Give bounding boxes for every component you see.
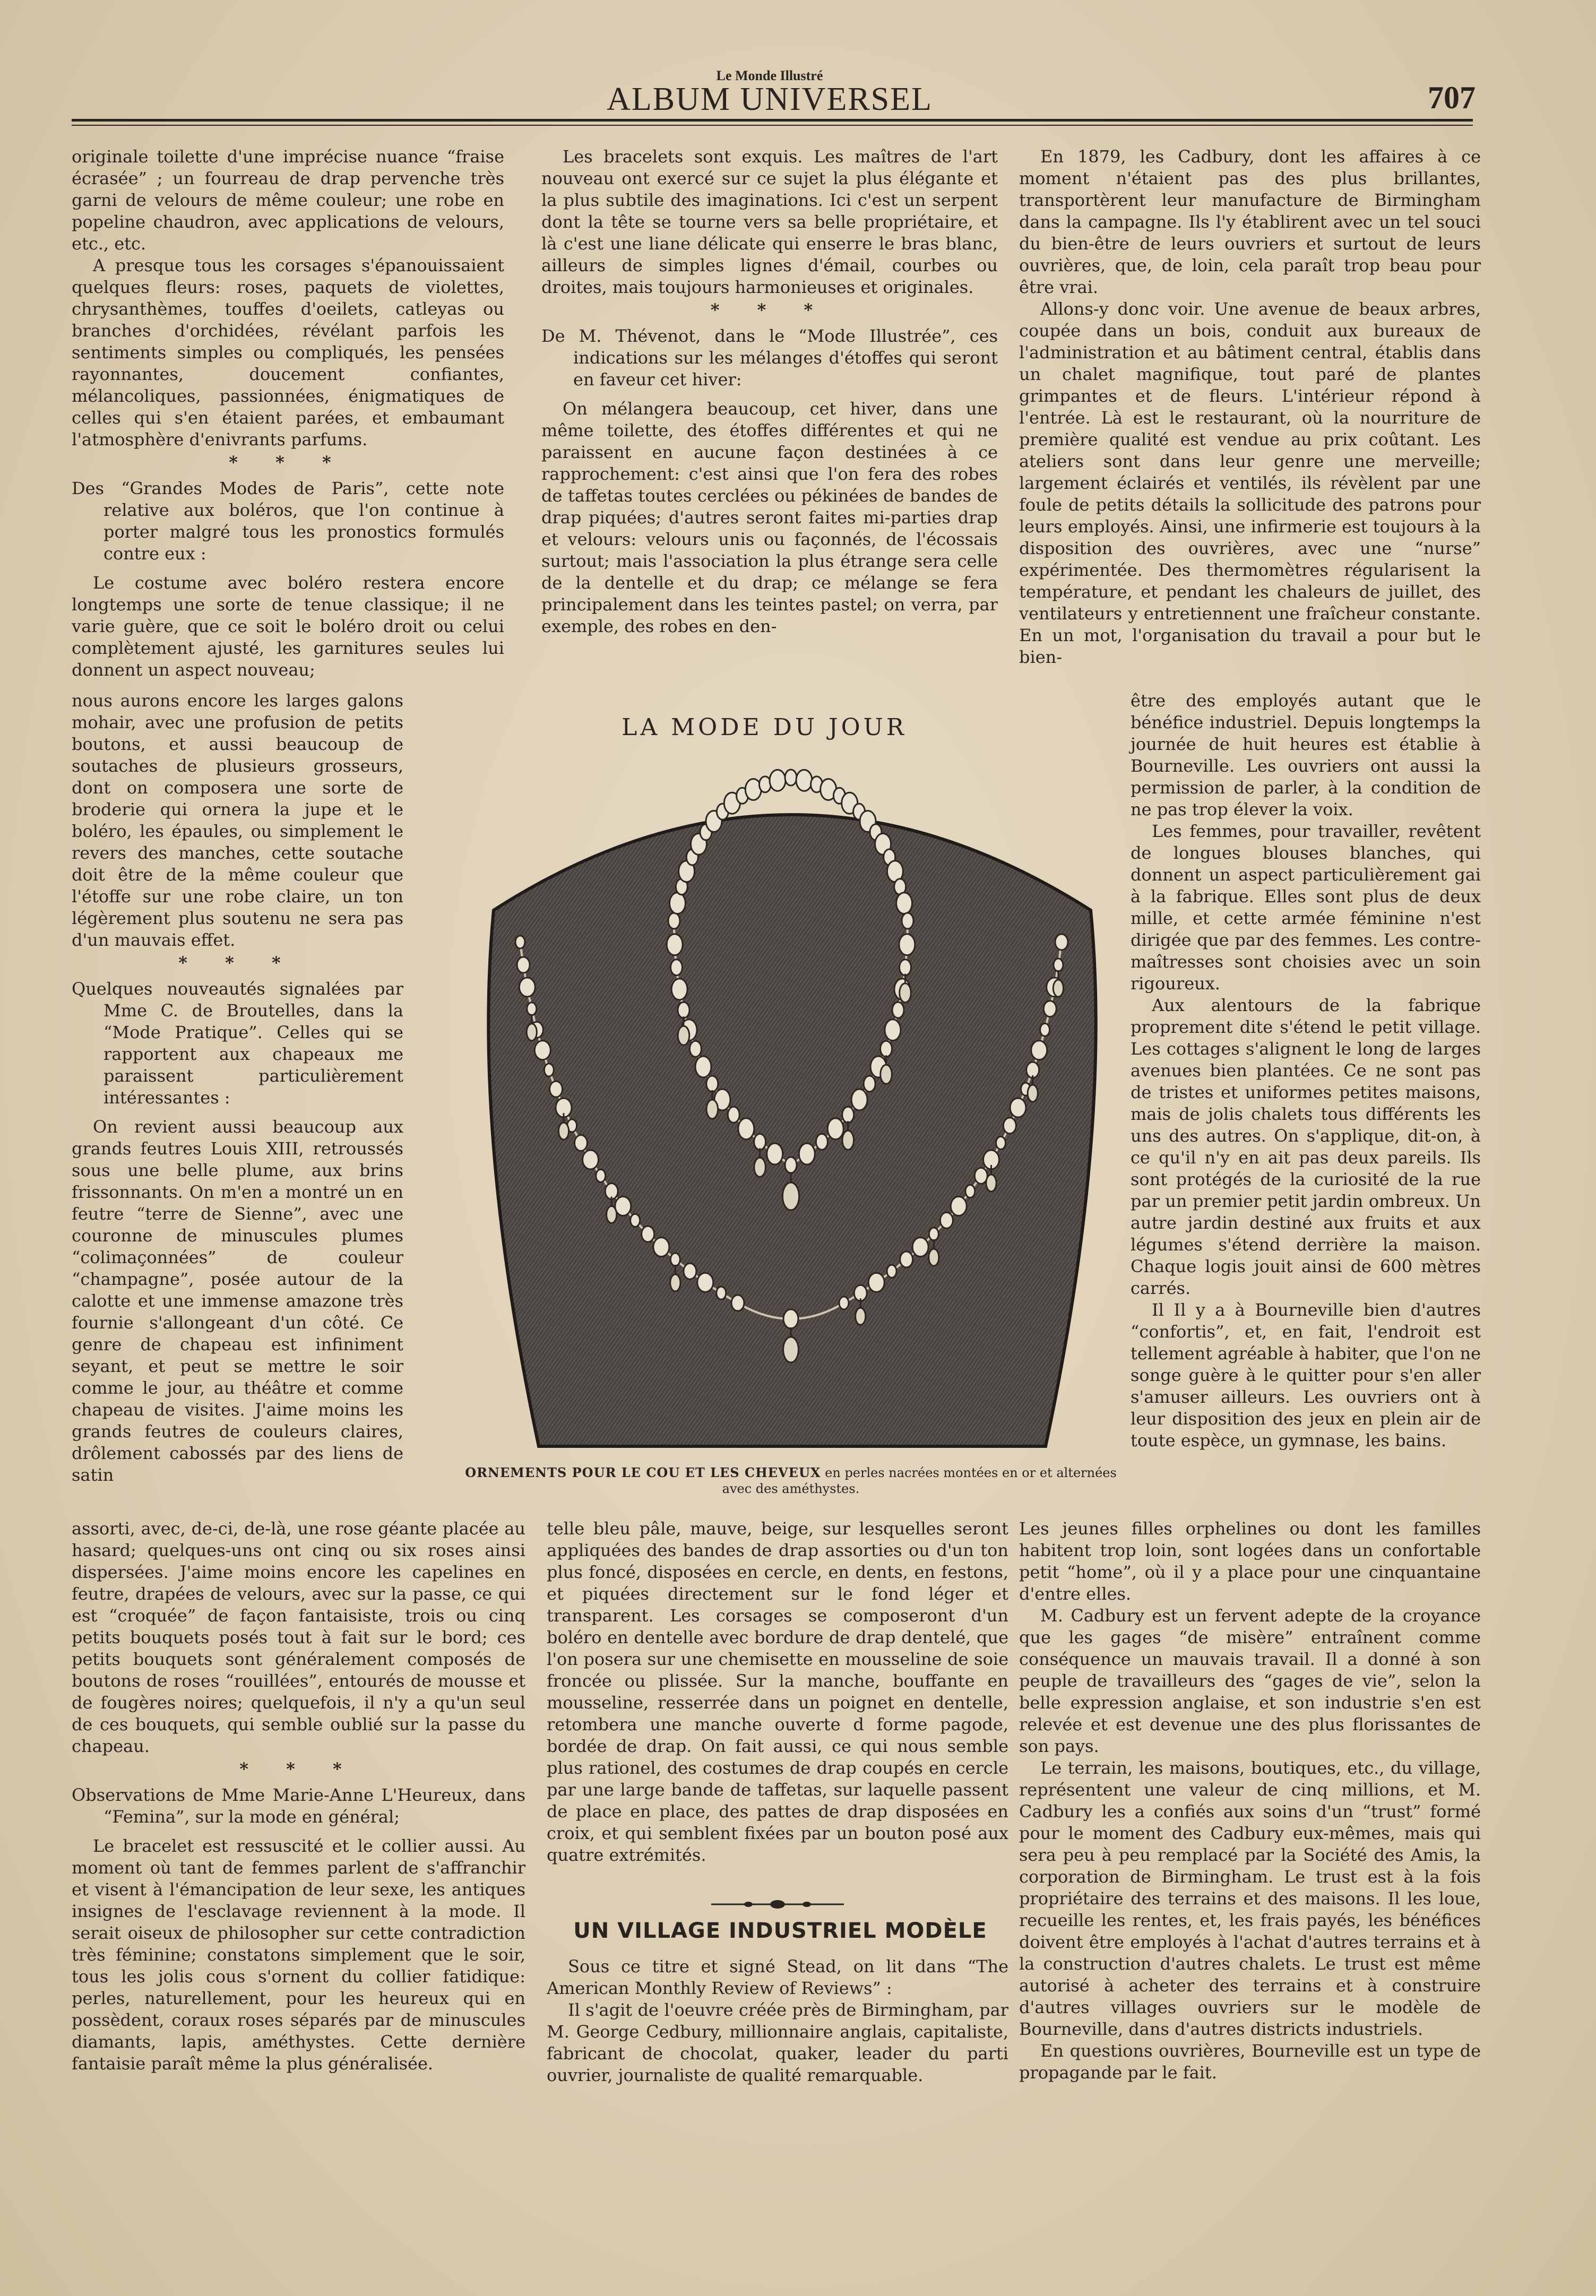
quote-intro: Des “Grandes Modes de Paris”, cette note relative aux boléros, que l'on continue à porter malgré tous les pronostics formulés contre eux : [72,478,504,564]
pearl [900,1251,913,1267]
paragraph: originale toilette d'une imprécise nuance “fraise écrasée” ; un fourreau de drap pervenche très garni de velours de même couleur; une robe en popeline chaudron, avec applications de velours, etc., etc. [72,146,504,254]
column-middle-bottom [547,1518,1008,1866]
paragraph: Le costume avec boléro restera encore longtemps une sorte de tenue classique; il ne varie guère, que ce soit le boléro droit ou celui complètement ajusté, les garnitures seules lui donnent un aspect nouveau; [72,573,504,680]
pearl [1054,959,1063,971]
pearl [728,1107,739,1123]
pearl [827,1118,843,1140]
pearl [519,978,535,997]
pearl [631,1214,640,1227]
section-separator: * * * [229,452,347,472]
paragraph: M. Cadbury est un fervent adepte de la croyance que les gages “de misère” entraînent comme conséquence un mauvais travail. Il a donné à son peuple de travailleurs des “gages de vie”, selon la belle expression anglaise, et son industrie s'en est relevée et est devenue une des plus florissantes de son pays. [1019,1606,1481,1756]
section-separator: * * * [710,300,829,320]
pearl [996,1137,1006,1150]
paragraph: Les bracelets sont exquis. Les maîtres de l'art nouveau ont exercé sur ce sujet la plus élégante et la plus subtile des imaginations. Ici c'est un serpent dont la tête se tourne vers sa belle propriétaire, et là c'est une liane délicate qui enserre le bras blanc, ailleurs de simples lignes d'émail, courbes ou droites, mais toujours harmonieuses et originales. [541,146,998,297]
pearl [642,1226,654,1242]
pearl [695,1056,711,1077]
pearl [544,1064,554,1076]
paragraph: On mélangera beaucoup, cet hiver, dans une même toilette, des étoffes différentes et qui ne paraissent en aucune façon destinées à ce rapprochement: c'est ainsi que l'on fera des robes de taffetas toutes cerclées ou pékinées de bandes de drap piquées; d'autres seront faites mi-parties drap et velours: velours unis ou façonnés, de l'écossais surtout; mais l'association la plus étrange sera celle de la dentelle et du drap; ce mélange se fera principalement dans les teintes pastel; on verra, par exemple, des robes en den- [541,399,998,636]
pearl [868,1273,884,1292]
pearl [670,960,682,976]
section-separator: * * * [239,1759,358,1779]
pearl [615,1197,631,1216]
paragraph: être des employés autant que le bénéfice industriel. Depuis longtemps la journée de huit heures est établie à Bourneville. Les ouvriers ont aussi la permission de parler, à la condition de ne pas trop élever la voix. [1131,690,1481,819]
pearl [851,1089,867,1110]
column-right-top [1019,146,1481,668]
pearl [667,934,683,955]
pearl [583,1150,599,1169]
article-heading: UN VILLAGE INDUSTRIEL MODÈLE [573,1919,987,1943]
paragraph: On revient aussi beaucoup aux grands feutres Louis XIII, retroussés sous une belle plume, aux brins frissonnants. On m'en a montré un en feutre “terre de Sienne”, avec une couronne de minuscules plumes “colimaçonnées” de couleur “champagne”, posée autour de la calotte et une immense amazone très fournie s'allongeant d'un côté. Ce genre de chapeau est infiniment seyant, et peut se mettre le soir comme le jour, au théâtre et comme chapeau de visites. J'aime moins les grands feutres de couleurs claires, drôlement cabossés par des liens de satin [72,1117,403,1485]
pearl [892,1002,904,1018]
pearl [515,936,525,948]
pearl [731,1295,744,1311]
figure-caption [456,1465,1125,1497]
paragraph: Il Il y a à Bourneville bien d'autres “confortis”, et, en fait, l'endroit est tellement agréable à habiter, que l'on ne songe guère à le quitter pour s'en aller s'amuser ailleurs. Les ouvriers ont à leur disposition des jeux en plein air de toute espèce, un gymnase, les bains. [1131,1300,1481,1451]
pearl [965,1185,975,1198]
article-village-intro [547,1956,1008,2086]
paragraph: Les femmes, pour travailler, revêtent de longues blouses blanches, qui donnent un aspect particulièrement gai à la fabrique. Elles sont plus de deux mille, et cette armée féminine n'est dirigée que par des femmes. Les contre-maîtresses sont choisies avec un soin rigoureux. [1131,821,1481,994]
pearl [1031,1041,1047,1060]
header-rule-thin [72,125,1473,126]
masthead-title: ALBUM UNIVERSEL [607,81,933,117]
pearl [885,1020,901,1041]
pearl [670,1253,680,1266]
section-separator: * * * [178,953,297,973]
pearl [697,1273,713,1292]
pearl [574,1135,587,1151]
pearl [754,1134,766,1150]
pearl [684,1263,696,1279]
pearl [1043,1001,1056,1017]
column-left-middle [72,690,403,1486]
pearl [842,1107,854,1123]
paragraph: En questions ouvrières, Bourneville est un type de propagande par le fait. [1019,2041,1481,2083]
pearl [796,770,812,791]
paragraph: Le bracelet est ressuscité et le collier aussi. Au moment où tant de femmes parlent de s'affranchir et visent à l'émancipation de leur sexe, les antiques insignes de l'esclavage reviennent à la mode. Il serait oiseux de philosopher sur cette contradiction très féminine; constatons simplement que le soir, tous les jolis cous s'ornent du collier fatidique: perles, naturellement, pour les heureux qui en possèdent, coraux roses séparés par de minuscules diamants, lapis, améthystes. Cette dernière fantaisie paraît même la plus généralisée. [72,1836,525,2074]
pearl [738,1118,754,1140]
pearl [668,913,680,929]
pearl [899,934,915,955]
column-middle-top [541,146,998,637]
caption-text: en perles nacrées montées en or et alternées avec des améthystes. [722,1465,1117,1496]
pearl [550,1081,563,1097]
pearl [534,1041,550,1060]
pearl [1040,1023,1050,1036]
column-left-bottom [72,1518,525,2075]
caption-title: ORNEMENTS POUR LE COU ET LES CHEVEUX [465,1465,821,1480]
pearl [1003,1118,1016,1134]
pearl [785,770,797,786]
pearl [912,1238,928,1257]
column-left-top [72,146,504,681]
paragraph: nous aurons encore les larges galons mohair, avec une profusion de petits boutons, et aussi beaucoup de soutaches de plusieurs grosseurs, dont on composera une sorte de broderie qui ornera la jupe et le boléro, les épaules, ou simplement le revers des manches, cette soutache doit être de la même couleur que l'étoffe sur une robe claire, un ton légèrement plus soutenu ne sera pas d'un mauvais effet. [72,690,403,950]
pearl [527,1003,537,1015]
paragraph: telle bleu pâle, mauve, beige, sur lesquelles seront appliquées des bandes de drap assorties ou d'un ton plus foncé, disposées en cercle, en dents, en festons, et piquées directement sur le fond léger et transparent. Les corsages se composeront d'un boléro en dentelle avec bordure de drap dentelé, que l'on posera sur une chemisette en mousseline de soie froncée ou plissée. Sur la manche, bouffante en mousseline, resserrée dans un poignet en dentelle, retombera une manche ouverte d forme pagode, bordée de drap. On fait aussi, ce qui nous semble plus rationel, des costumes de drap coupés en cercle par une large bande de taffetas, sur laquelle passent de place en place, des pattes de drap disposées en croix, et qui semblent fixées par un bouton posé aux quatre extrémités. [547,1518,1008,1865]
quote-intro: De M. Thévenot, dans le “Mode Illustrée”, ces indications sur les mélanges d'étoffes qui seront en faveur cet hiver: [541,326,998,390]
paragraph: assorti, avec, de-ci, de-là, une rose géante placée au hasard; quelques-uns ont cinq ou six roses ainsi dispersées. J'aime moins encore les capelines en feutre, drapées de velours, avec sur la passe, ce qui est “croquée” de façon fantaisiste, trois ou cinq petits bouquets posés tout à fait sur le bord; ces petits bouquets sont généralement composés de boutons de roses “rouillées”, entourés de mousse et de fougères noires; quelquefois, il n'y a qu'un seul de ces bouquets, qui semble oublié sur la passe du chapeau. [72,1518,525,1756]
pearl [951,1197,967,1216]
quote-intro: Observations de Mme Marie-Anne L'Heureux, dans “Femina”, sur la mode en général; [72,1785,525,1827]
paragraph: En 1879, les Cadbury, dont les affaires à ce moment n'étaient pas des plus brillantes, transportèrent leur manufacture de Birmingham dans la campagne. Ils l'y établirent avec un tel souci du bien-être de leurs ouvriers et surtout de leurs ouvrières, que, de loin, cela paraît trop beau pour être vrai. [1019,146,1481,297]
section-ornament [706,1899,849,1910]
masthead-subtitle: Le Monde Illustré [716,68,823,83]
pearl [596,1169,606,1182]
pearl [678,1002,689,1018]
pearl [770,770,786,791]
pearl [799,1143,815,1164]
pearl [783,1309,798,1328]
pearl [900,960,911,976]
pearl [689,1041,701,1057]
pearl [940,1212,953,1228]
column-right-bottom [1019,1518,1481,2084]
pearl [816,1134,827,1150]
paragraph: Aux alentours de la fabrique proprement dite s'étend le petit village. Les cottages s'alignent le long de larges avenues bien plantées. Ce ne sont pas de tristes et uniformes petites maisons, mais de jolis chalets tous différents les uns des autres. On s'applique, dit-on, à ce qu'il n'y en ait pas deux pareils. Ils sont protégés de la curiosité de la rue par un premier petit jardin ombreux. Un autre jardin destiné aux fruits et aux légumes s'étend derrière la maison. Chaque logis jouit ainsi de 600 mètres carrés. [1131,995,1481,1298]
paragraph: Allons-y donc voir. Une avenue de beaux arbres, coupée dans un bois, conduit aux bureaux de l'administration et au bâtiment central, établis dans un chalet magnifique, tout paré de plantes grimpantes et de fleurs. L'intérieur répond à l'entrée. Là est le restaurant, où la nourriture de première qualité est vendue au prix coûtant. Les ateliers sont dans leur genre une merveille; largement éclairés et ventilés, ils révèlent par une foule de petits détails la sollicitude des patrons pour leurs employés. Ainsi, une infirmerie est toujours à la disposition des ouvrières, avec une “nurse” expérimentée. Des thermomètres régularisent la température, et pendant les chaleurs de juillet, des ventilateurs y entretiennent une fraîcheur constante. En un mot, l'organisation du travail a pour but le bien- [1019,299,1481,667]
pearl [785,1157,797,1173]
pearl [929,1228,938,1240]
column-right-middle [1131,690,1481,1452]
pearl [864,1076,875,1092]
paragraph: Le terrain, les maisons, boutiques, etc., du village, représentent une valeur de cinq millions, et M. Cadbury les a confiés aux soins d'un “trust” formé pour le moment des Cadbury eux-mêmes, mais qui sera peu à peu remplacé par la Société des Amis, la corporation de Birmingham. Le trust est à la fois propriétaire des terrains et des maisons. Il les loue, recueille les rentes, et, les frais payés, les bénéfices doivent être employés à l'achat d'autres terrains et à la construction d'autres chalets. Le trust est même autorisé à acheter des terrains et à construire d'autres villages ouvriers sur le modèle de Bourneville, dans d'autres districts industriels. [1019,1758,1481,2039]
pearl [706,1076,718,1092]
paragraph: Les jeunes filles orphelines ou dont les familles habitent trop loin, sont logées dans un confortable petit “home”, où il y a place pour une cinquantaine d'entre elles. [1019,1518,1481,1604]
pearl [896,893,912,914]
pearl [839,1297,849,1309]
pearl [669,893,685,914]
pearl [902,913,913,929]
pearl [887,1265,896,1278]
pearl [653,1238,669,1257]
quote-intro: Quelques nouveautés signalées par Mme C. de Broutelles, dans la “Mode Pratique”. Celles qui se rapportent aux chapeaux me paraissent particulièrement intéressantes : [72,979,403,1108]
pearl [1055,934,1068,950]
pearl [1010,1098,1026,1117]
necklace-illustration [472,762,1112,1452]
paragraph: A presque tous les corsages s'épanouissaient quelques fleurs: roses, paquets de violettes, chrysanthèmes, touffes d'oeilets, catleyas ou branches d'orchidées, révélant parfois les sentiments simples ou compliqués, les pensées rayonnantes, doucement confiantes, mélancoliques, passionnées, énigmatiques de celles qui s'en étaient parées, et embaumant l'atmosphère d'enivrants parfums. [72,255,504,450]
paragraph: Sous ce titre et signé Stead, on lit dans “The American Monthly Review of Reviews” : [547,1956,1008,1998]
figure-title: LA MODE DU JOUR [622,714,907,741]
pearl [517,957,530,973]
page-number: 707 [1428,80,1476,115]
pearl [671,979,687,1000]
header-rule [72,119,1473,122]
pearl [767,1143,783,1164]
pearl [717,1287,726,1299]
pearl [881,1041,892,1057]
paragraph: Il s'agit de l'oeuvre créée près de Birmingham, par M. George Cedbury, millionnaire anglais, capitaliste, fabricant de chocolat, quaker, leader du parti ouvrier, journaliste de qualité remarquable. [547,2000,1008,2085]
